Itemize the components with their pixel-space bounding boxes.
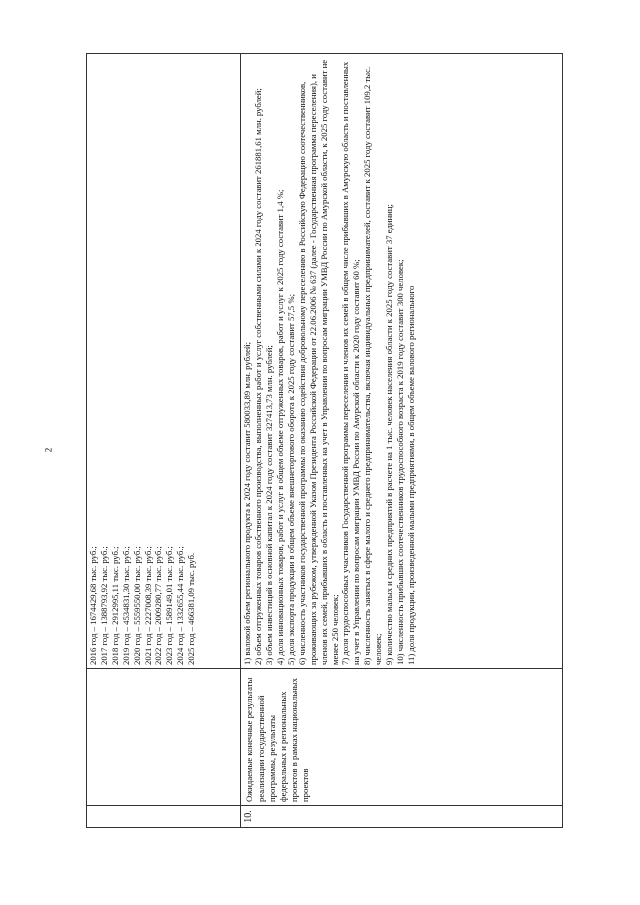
funding-year-line: 2017 год – 1388793,92 тыс. руб.; (98, 546, 109, 665)
result-item: 1) валовой объем регионального продукта к 2024 году составит 580033,89 млн. рублей; (242, 341, 253, 665)
result-item: 4) доля инновационных товаров, работ и услуг в общем объеме отгруженных товаров, работ и услуг к 2025 году составит 1,4 %; (275, 189, 286, 665)
result-item: 3) объем инвестиций в основной капитал к 2024 году составит 327413,73 млн. рублей; (264, 345, 275, 665)
funding-year-line: 2018 год – 2912995,11 тыс. руб.; (109, 546, 120, 665)
result-item: 10) численность прибывших соотечественников трудоспособного возраста к 2019 году составит 300 человек; (395, 259, 405, 665)
document-table-container (86, 53, 563, 828)
table-row (241, 54, 563, 828)
page-number: 2 (43, 447, 54, 453)
row-label-cell (87, 669, 241, 806)
result-item: 8) численность занятых в сфере малого и среднего предпринимательства, включая индивидуальных предпринимателей, составит к 2025 году составит 109,2 тыс. человек; (362, 66, 384, 665)
funding-year-line: 2022 год – 2009280,77 тыс. руб.; (153, 546, 164, 665)
funding-year-line: 2016 год – 1674429,68 тыс. руб.; (88, 546, 98, 665)
funding-year-line: 2019 год – 4534831,30 тыс. руб.; (120, 546, 131, 665)
funding-year-line: 2020 год – 5559550,00 тыс. руб.; (131, 546, 142, 665)
result-item: 9) количество малых и средних предприятий в расчете на 1 тыс. человек населения области к 2025 году составит 37 единиц; (384, 204, 395, 665)
result-item: 11) доля продукции, произведенной малыми предприятиями, в общем объеме валового регионального (405, 285, 416, 665)
funding-year-line: 2021 год – 2227008,39 тыс. руб.; (142, 546, 153, 665)
result-item: 6) численность участников государственной программы по оказанию содействия добровольному переселению в Российскую Федерацию соотечественников, проживающих за рубежом, утвержденной Указом Президента Российской Федерации от 22.06.2006 № 637 (далее - Государственная программа переселения), и членов их семей, прибывших в область и поставленных на учет в Управлении по вопросам миграции УМВД России по Амурской области, к 2025 году составит не менее 250 человек; (296, 59, 340, 665)
result-item: 7) доля трудоспособных участников Государственной программы переселения и членов их семей в общем числе прибывших в Амурскую область и поставленных на учет в Управлении по вопросам миграции УМВД России по Амурской области к 2020 году составит 60 %; (340, 61, 362, 665)
funding-year-line: 2024 год – 1332655,44 тыс. руб.; (175, 546, 186, 665)
funding-year-line: 2023 год – 1589149,01 тыс. руб.; (164, 546, 175, 665)
row-number-cell: 10. (241, 806, 563, 828)
funding-year-line: 2025 год – 466381,09 тыс. руб. (186, 552, 197, 665)
funding-by-year-cell (87, 54, 241, 669)
expected-results-cell (241, 54, 563, 669)
row-number-cell (87, 806, 241, 828)
row-label-cell: Ожидаемые конечные результаты реализации государственной программы, результаты федеральных и региональных проектов в рамках национальных проектов (241, 669, 563, 806)
result-item: 2) объем отгруженных товаров собственного производства, выполненных работ и услуг собственными силами к 2024 году составит 261881,61 млн. рублей; (253, 88, 264, 665)
table-row (87, 54, 241, 828)
program-passport-table (86, 53, 563, 828)
result-item: 5) доля экспорта продукции в общем объеме внешнеторгового оборота к 2025 году составит 57,5 %; (285, 294, 296, 665)
